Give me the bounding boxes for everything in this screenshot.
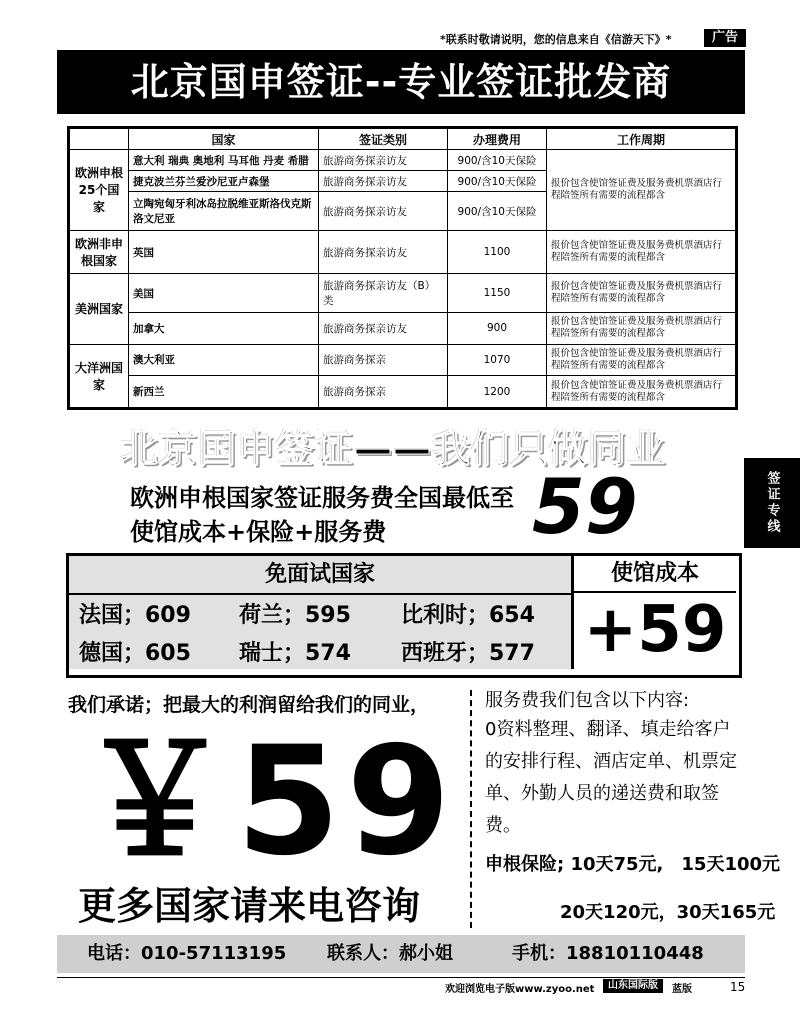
price-table xyxy=(67,126,738,410)
col-fee: 办理费用 xyxy=(448,129,547,150)
dashed-divider xyxy=(470,690,472,928)
page-number: 15 xyxy=(730,980,746,994)
insurance-line-2: 20天120元，30天165元 xyxy=(560,902,776,923)
cycle-cell: 报价包含使馆签证费及服务费机票酒店行程陪签所有需要的流程都含 xyxy=(547,150,736,231)
table-row xyxy=(70,150,736,171)
visa-country: 德国；605 xyxy=(79,641,191,666)
country-cell: 美国 xyxy=(129,274,319,313)
visa-free-box xyxy=(66,553,742,678)
contact-bar xyxy=(57,935,745,973)
services-title: 服务费我们包含以下内容: xyxy=(485,690,690,711)
region-oceania: 大洋洲国家 xyxy=(70,344,129,407)
table-header-row xyxy=(70,129,736,150)
fee-cell: 1150 xyxy=(448,274,547,313)
insurance-line-1: 申根保险; 10天75元, 15天100元 xyxy=(485,854,781,875)
cycle-cell: 报价包含使馆签证费及服务费机票酒店行程陪签所有需要的流程都含 xyxy=(547,344,736,376)
visa-country: 西班牙；577 xyxy=(401,641,535,666)
phone-text: 电话：010-57113195 xyxy=(87,943,287,964)
country-cell: 英国 xyxy=(129,230,319,273)
header-note: *联系时敬请说明，您的信息来自《信游天下》* xyxy=(440,33,672,46)
region-america: 美洲国家 xyxy=(70,274,129,344)
fee-cell: 1070 xyxy=(448,344,547,376)
type-cell: 旅游商务探亲访友 xyxy=(319,171,448,192)
big-price: ￥59 xyxy=(80,715,457,889)
fee-cell: 900/含10天保险 xyxy=(448,150,547,171)
promo-banner: 北京国申签证——我们只做同业 xyxy=(120,427,667,471)
country-cell: 加拿大 xyxy=(129,312,319,344)
table-row xyxy=(70,344,736,376)
col-country: 国家 xyxy=(129,129,319,150)
services-body: 0资料整理、翻译、填走给客户的安排行程、酒店定单、机票定单、外勤人员的递送费和取签费。 xyxy=(485,719,737,836)
country-cell: 立陶宛匈牙利冰岛拉脱维亚斯洛伐克斯洛文尼亚 xyxy=(129,192,319,231)
visa-free-list xyxy=(69,556,574,669)
type-cell: 旅游商务探亲访友 xyxy=(319,230,448,273)
mobile-text: 手机：18810110448 xyxy=(512,943,704,964)
cycle-cell: 报价包含使馆签证费及服务费机票酒店行程陪签所有需要的流程都含 xyxy=(547,312,736,344)
promo-line-lowest: 欧洲申根国家签证服务费全国最低至 xyxy=(130,484,514,512)
type-cell: 旅游商务探亲访友 xyxy=(319,192,448,231)
type-cell: 旅游商务探亲 xyxy=(319,376,448,408)
promo-line-cost: 使馆成本+保险+服务费 xyxy=(130,518,387,546)
type-cell: 旅游商务探亲 xyxy=(319,344,448,376)
type-cell: 旅游商务探亲访友 xyxy=(319,150,448,171)
table-row xyxy=(70,274,736,313)
footer-website: 欢迎浏览电子版www.zyoo.net xyxy=(445,984,595,995)
visa-country: 荷兰；595 xyxy=(239,603,351,628)
plus-price: +59 xyxy=(583,593,727,667)
fee-cell: 1100 xyxy=(448,230,547,273)
table-row xyxy=(70,376,736,408)
cycle-cell: 报价包含使馆签证费及服务费机票酒店行程陪签所有需要的流程都含 xyxy=(547,376,736,408)
side-tab-visa-line: 签证专线 xyxy=(744,458,800,548)
col-type: 签证类别 xyxy=(319,129,448,150)
country-cell: 捷克波兰芬兰爱沙尼亚卢森堡 xyxy=(129,171,319,192)
type-cell: 旅游商务探亲访友（B）类 xyxy=(319,274,448,313)
fee-cell: 900 xyxy=(448,312,547,344)
type-cell: 旅游商务探亲访友 xyxy=(319,312,448,344)
footer-edition-tag: 山东国际版 xyxy=(603,979,663,993)
col-cycle: 工作周期 xyxy=(547,129,736,150)
embassy-cost-panel xyxy=(574,556,736,669)
embassy-cost-label: 使馆成本 xyxy=(574,556,736,593)
country-cell: 澳大利亚 xyxy=(129,344,319,376)
country-cell: 意大利 瑞典 奥地利 马耳他 丹麦 希腊 xyxy=(129,150,319,171)
fee-cell: 900/含10天保险 xyxy=(448,171,547,192)
visa-country: 比利时；654 xyxy=(401,603,535,628)
visa-free-title: 免面试国家 xyxy=(69,556,571,595)
fee-cell: 900/含10天保险 xyxy=(448,192,547,231)
table-row xyxy=(70,312,736,344)
contact-person: 联系人：郝小姐 xyxy=(327,943,453,964)
footer-divider xyxy=(57,977,745,978)
visa-country: 瑞士；574 xyxy=(239,641,351,666)
country-cell: 新西兰 xyxy=(129,376,319,408)
ad-label: 广告 xyxy=(704,29,746,47)
fee-cell: 1200 xyxy=(448,376,547,408)
footer-edition: 蓝版 xyxy=(672,984,692,995)
promo-price: 59 xyxy=(532,462,638,551)
promise-text: 我们承诺；把最大的利润留给我们的同业， xyxy=(68,694,430,716)
region-eu-non: 欧洲非申根国家 xyxy=(70,230,129,273)
cycle-cell: 报价包含使馆签证费及服务费机票酒店行程陪签所有需要的流程都含 xyxy=(547,230,736,273)
page-title: 北京国申签证--专业签证批发商 xyxy=(57,50,745,114)
region-eu-schengen: 欧洲申根25个国家 xyxy=(70,150,129,231)
more-countries-text: 更多国家请来电咨询 xyxy=(78,884,421,928)
visa-country: 法国；609 xyxy=(79,603,191,628)
table-row xyxy=(70,230,736,273)
cycle-cell: 报价包含使馆签证费及服务费机票酒店行程陪签所有需要的流程都含 xyxy=(547,274,736,313)
